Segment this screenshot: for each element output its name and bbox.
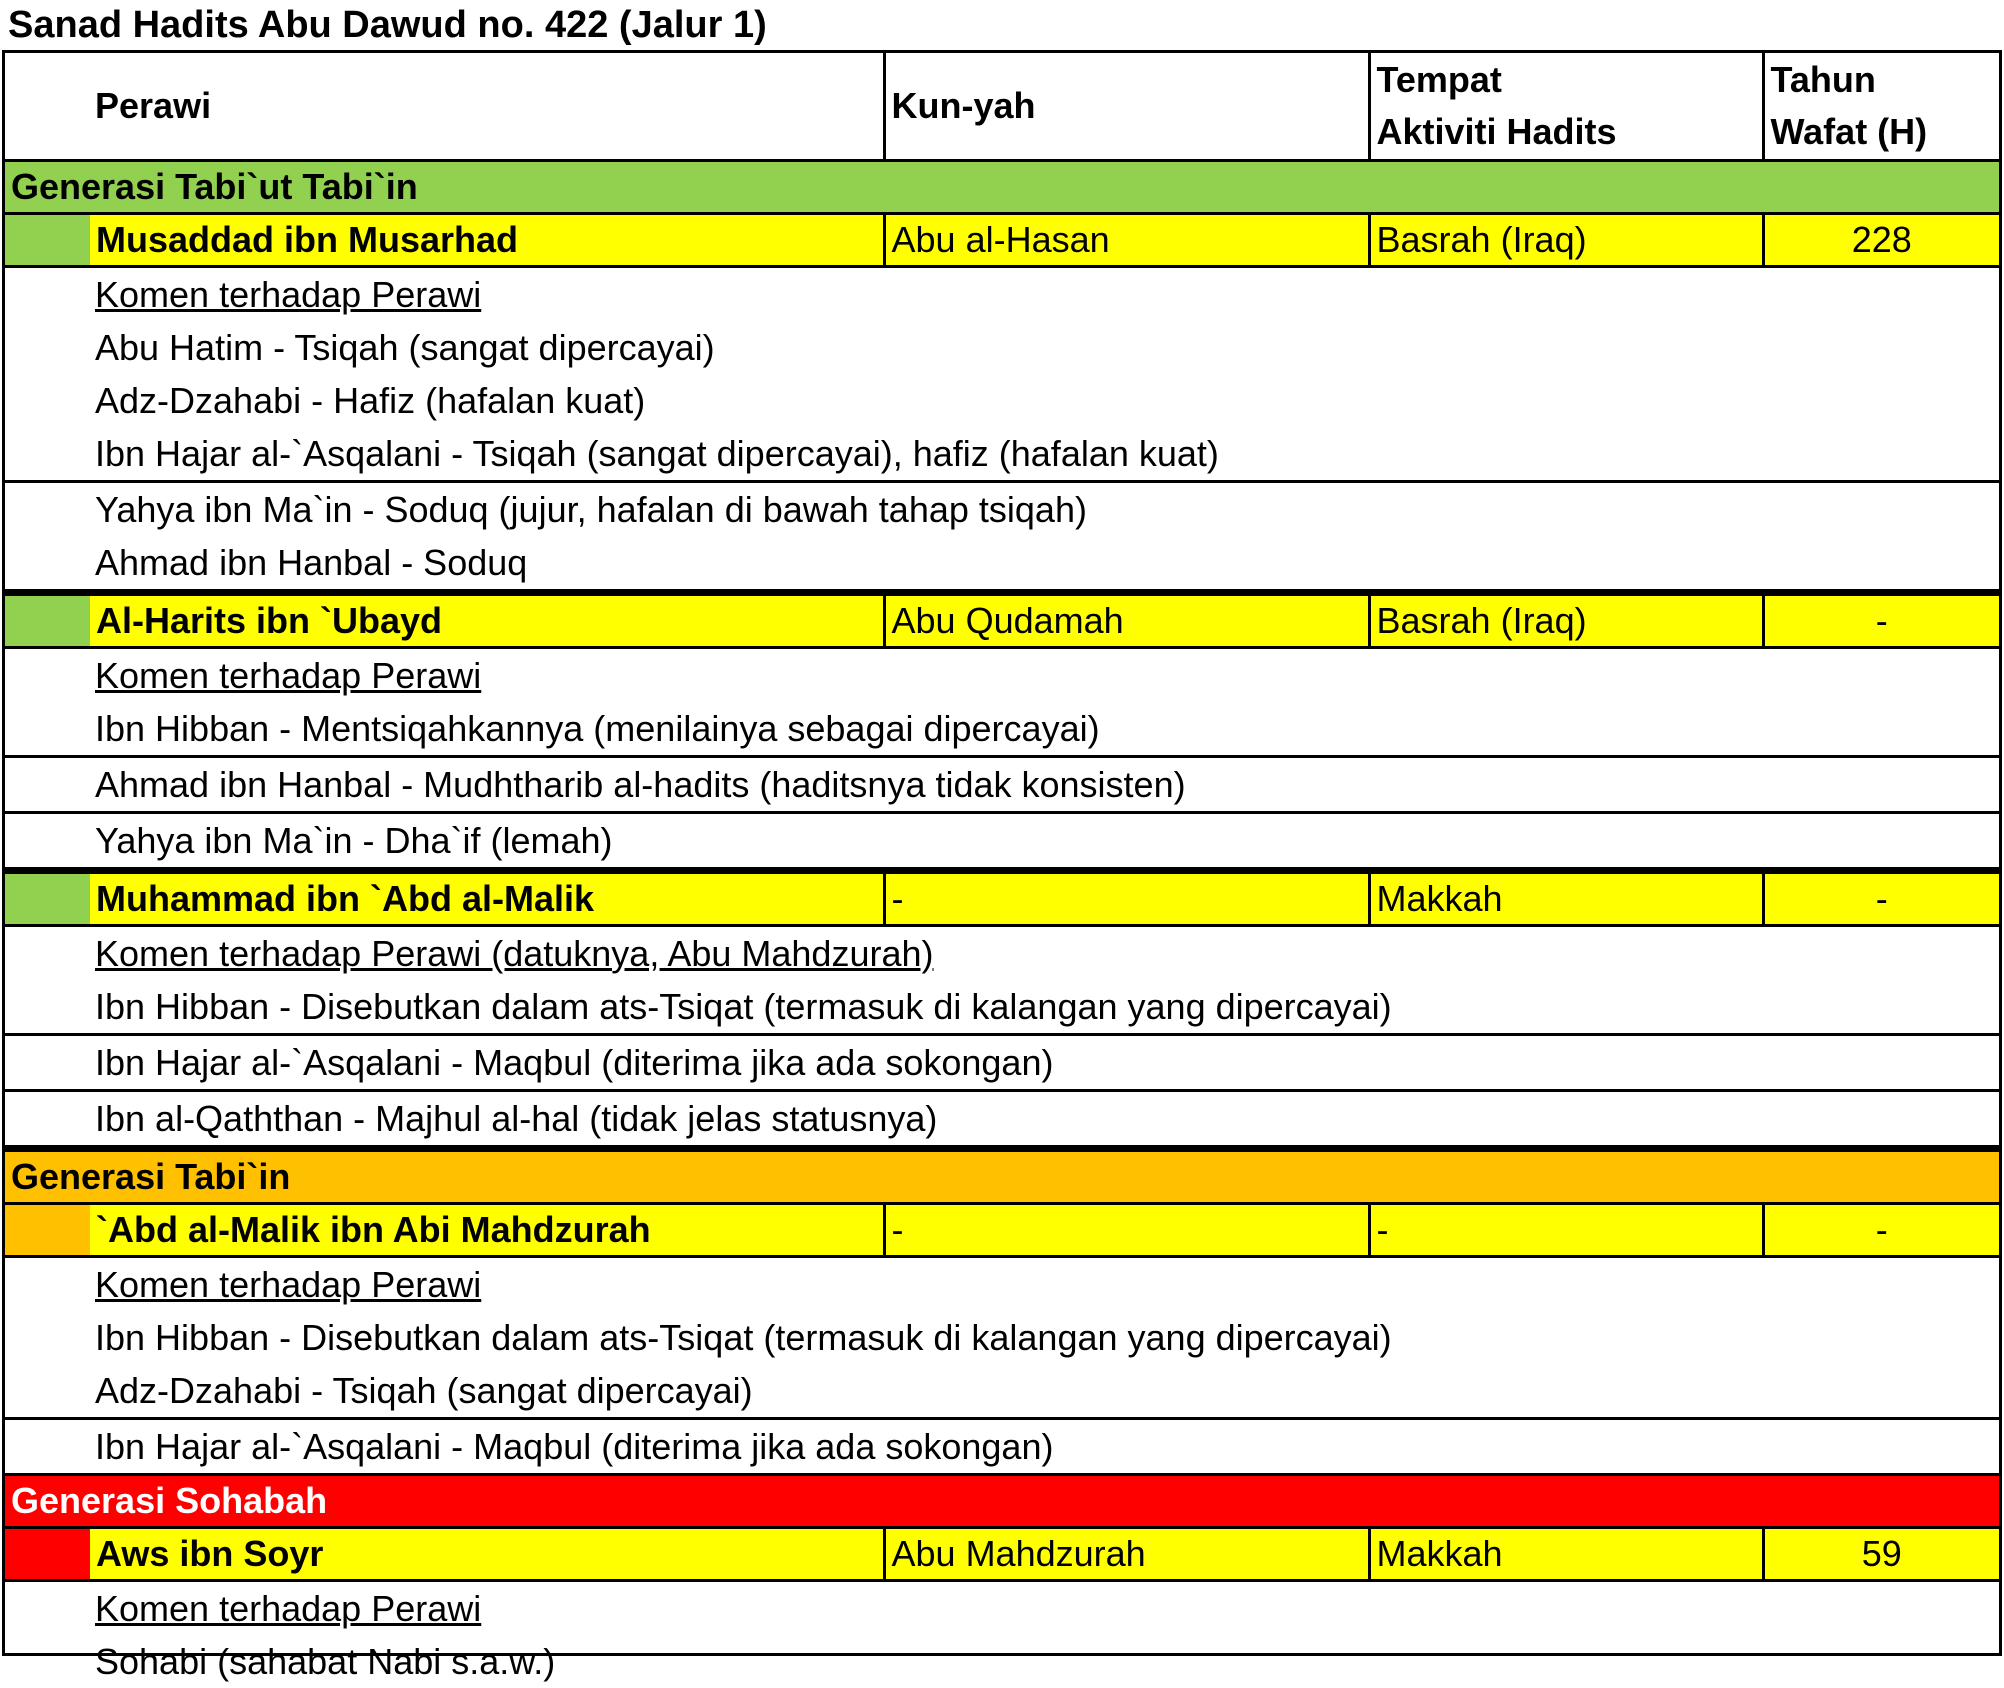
comment-row [5,980,1999,1035]
header-tahun-line1: Tahun [1770,59,1876,100]
narrator-death-year: 59 [1763,1528,1999,1581]
comment-row [5,1581,1999,1636]
comment-text: Ibn Hibban - Mentsiqahkannya (menilainya sebagai dipercayai) [95,707,1100,749]
comment-heading: Komen terhadap Perawi [5,1257,1999,1312]
generation-label: Generasi Tabi`ut Tabi`in [5,161,1999,214]
narrator-row [5,1204,1999,1257]
narrator-row [5,1528,1999,1581]
header-tempat-line1: Tempat [1376,59,1502,100]
narrator-name: Musaddad ibn Musarhad [90,214,884,267]
generation-label: Generasi Tabi`in [5,1149,1999,1204]
narrator-name: Al-Harits ibn `Ubayd [90,593,884,648]
generation-color-marker [5,1528,90,1581]
header-perawi: Perawi [95,85,212,126]
comment-row [5,1364,1999,1419]
sanad-table [5,53,1999,1688]
narrator-kunyah: Abu al-Hasan [884,214,1369,267]
comment-heading: Komen terhadap Perawi [5,648,1999,703]
comment-text: Ibn al-Qaththan - Majhul al-hal (tidak jelas statusnya) [5,1091,1999,1149]
comment-row [5,1035,1999,1091]
comment-row [5,757,1999,813]
narrator-death-year: 228 [1763,214,1999,267]
comment-text: Yahya ibn Ma`in - Dha`if (lemah) [5,813,1999,871]
page-title: Sanad Hadits Abu Dawud no. 422 (Jalur 1) [8,4,767,46]
comment-row [5,321,1999,374]
comment-text: Abu Hatim - Tsiqah (sangat dipercayai) [95,326,715,368]
narrator-place: - [1369,1204,1763,1257]
generation-row-sohabah [5,1475,1999,1528]
narrator-name: Muhammad ibn `Abd al-Malik [90,871,884,926]
narrator-death-year: - [1763,1204,1999,1257]
comment-row [5,1257,1999,1312]
narrator-kunyah: - [884,871,1369,926]
comment-row [5,702,1999,757]
header-tempat [1369,53,1763,161]
comment-text: Ibn Hibban - Disebutkan dalam ats-Tsiqat (termasuk di kalangan yang dipercayai) [95,1316,1392,1358]
comment-text: Adz-Dzahabi - Hafiz (hafalan kuat) [95,379,646,421]
header-tahun [1763,53,1999,161]
narrator-row [5,593,1999,648]
comment-text: Yahya ibn Ma`in - Soduq (jujur, hafalan di bawah tahap tsiqah) [5,482,1999,537]
comment-row [5,813,1999,871]
narrator-name: `Abd al-Malik ibn Abi Mahdzurah [90,1204,884,1257]
header-tempat-line2: Aktiviti Hadits [1376,111,1617,152]
narrator-kunyah: Abu Mahdzurah [884,1528,1369,1581]
narrator-kunyah: Abu Qudamah [884,593,1369,648]
comment-text: Ibn Hajar al-`Asqalani - Maqbul (diterima jika ada sokongan) [5,1419,1999,1475]
comment-row [5,1635,1999,1688]
comment-row [5,374,1999,427]
comment-row [5,1419,1999,1475]
table-header-row [5,53,1999,161]
narrator-death-year: - [1763,871,1999,926]
narrator-kunyah: - [884,1204,1369,1257]
comment-text: Ibn Hibban - Disebutkan dalam ats-Tsiqat (termasuk di kalangan yang dipercayai) [95,985,1392,1027]
narrator-death-year: - [1763,593,1999,648]
header-tahun-line2: Wafat (H) [1770,111,1928,152]
comment-heading: Komen terhadap Perawi (datuknya, Abu Mahdzurah) [5,926,1999,981]
comment-text: Ibn Hajar al-`Asqalani - Maqbul (diterima jika ada sokongan) [5,1035,1999,1091]
comment-row [5,482,1999,537]
comment-row [5,267,1999,322]
generation-color-marker [5,593,90,648]
sanad-table-container [2,50,2002,1682]
narrator-place: Makkah [1369,871,1763,926]
comment-text: Adz-Dzahabi - Tsiqah (sangat dipercayai) [95,1369,753,1411]
header-kunyah: Kun-yah [884,53,1369,161]
narrator-row [5,214,1999,267]
comment-row [5,648,1999,703]
comment-text: Ibn Hajar al-`Asqalani - Tsiqah (sangat dipercayai), hafiz (hafalan kuat) [95,432,1219,474]
comment-row [5,536,1999,593]
generation-label: Generasi Sohabah [5,1475,1999,1528]
comment-row [5,926,1999,981]
narrator-place: Makkah [1369,1528,1763,1581]
comment-text: Ahmad ibn Hanbal - Mudhtharib al-hadits (haditsnya tidak konsisten) [5,757,1999,813]
generation-color-marker [5,871,90,926]
narrator-row [5,871,1999,926]
narrator-name: Aws ibn Soyr [90,1528,884,1581]
narrator-place: Basrah (Iraq) [1369,214,1763,267]
comment-text: Ahmad ibn Hanbal - Soduq [95,541,528,583]
generation-row-tabiin [5,1149,1999,1204]
comment-row [5,1311,1999,1364]
generation-row-tabiut-tabiin [5,161,1999,214]
comment-heading: Komen terhadap Perawi [5,1581,1999,1636]
generation-color-marker [5,1204,90,1257]
comment-text: Sohabi (sahabat Nabi s.a.w.) [95,1640,556,1682]
comment-row [5,427,1999,482]
narrator-place: Basrah (Iraq) [1369,593,1763,648]
comment-heading: Komen terhadap Perawi [5,267,1999,322]
comment-row [5,1091,1999,1149]
generation-color-marker [5,214,90,267]
